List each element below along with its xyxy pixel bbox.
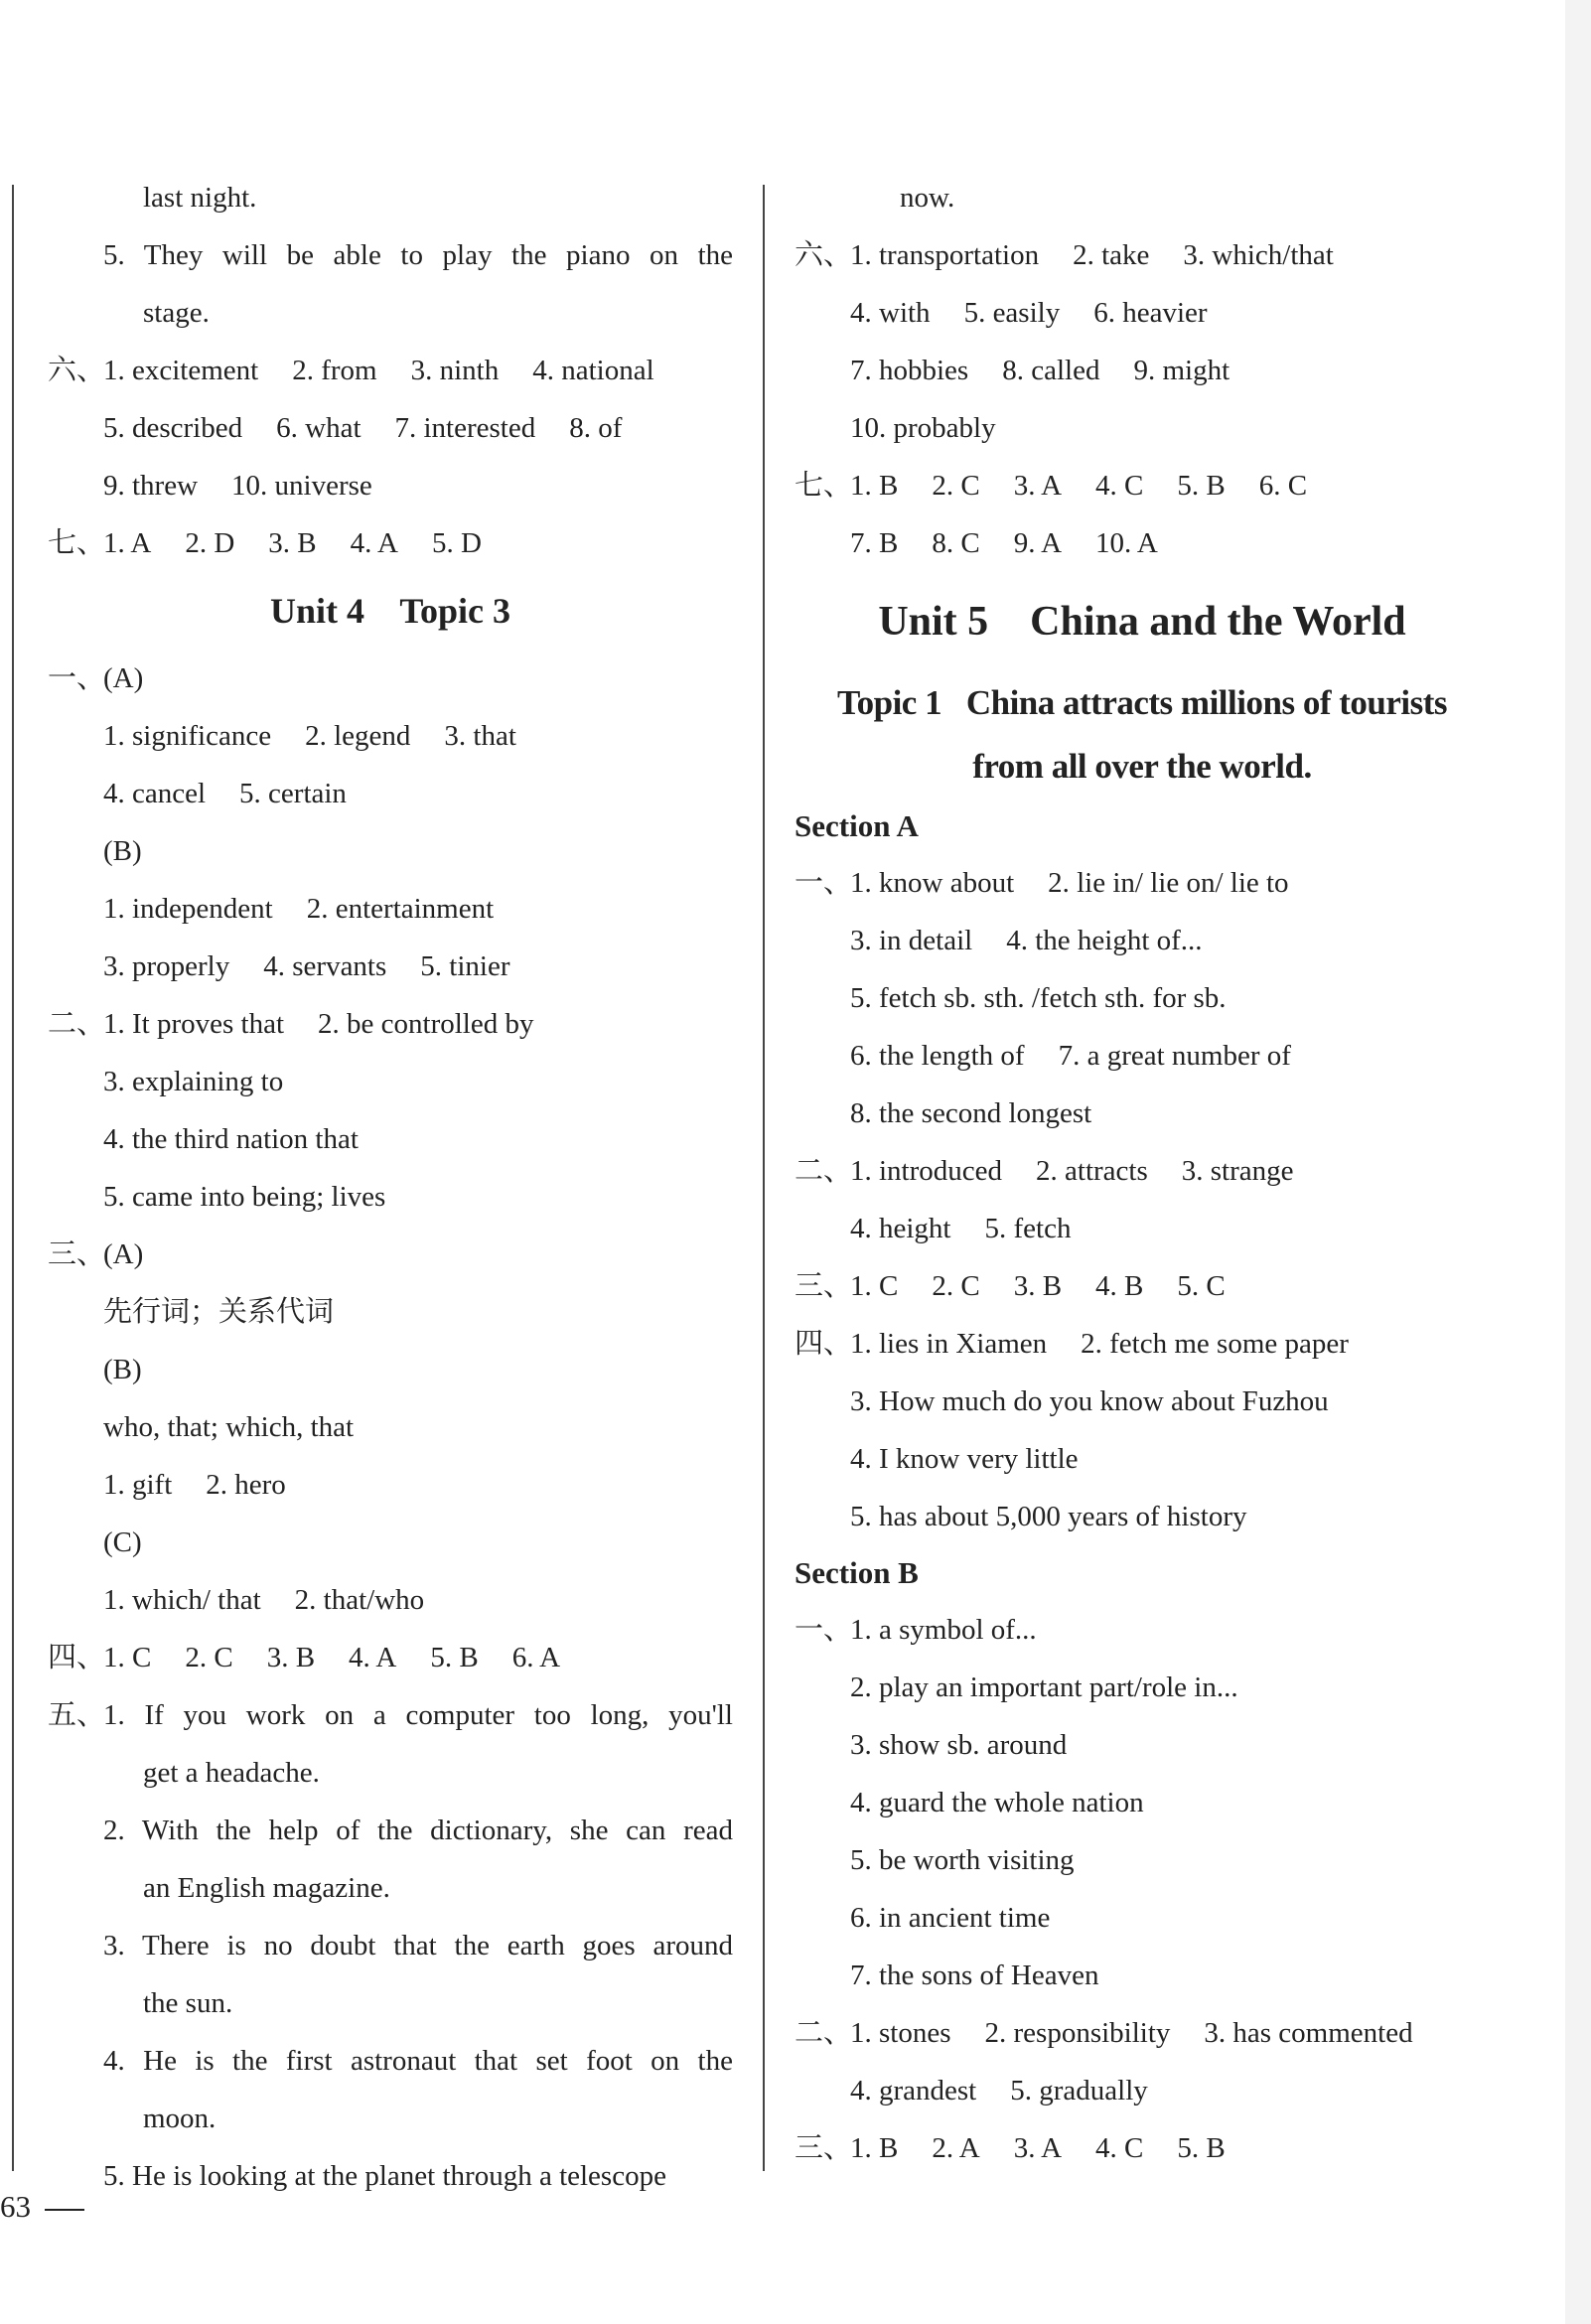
subsection-label: (C) (103, 1526, 142, 1558)
answer-line: 1. gift 2. hero (103, 1469, 286, 1501)
answer-line: 9. threw 10. universe (103, 470, 372, 502)
topic-1-heading: Topic 1 China attracts millions of tourists (836, 683, 1447, 722)
answer-line: 6. in ancient time (850, 1902, 1051, 1934)
answer-line: 7. hobbies 8. called 9. might (850, 355, 1230, 386)
answer-line: 5. came into being; lives (103, 1181, 386, 1213)
section-7-line: 七、1. B 2. C 3. A 4. C 5. B 6. C (795, 457, 1490, 514)
answer-line: 5. has about 5,000 years of history (850, 1501, 1247, 1532)
answer-line: 1. independent 2. entertainment (103, 893, 495, 925)
answer-line: 5. described 6. what 7. interested 8. of (103, 412, 623, 444)
left-margin-rule (12, 185, 14, 2171)
answer-line: an English magazine. (143, 1872, 390, 1904)
answer-line: 5. He is looking at the planet through a telescope (103, 2160, 666, 2192)
section-mark: 六、 (795, 239, 853, 271)
answer-line: moon. (143, 2103, 217, 2134)
section-mark: 六、 (48, 355, 106, 386)
section-mark: 一、 (795, 1614, 853, 1646)
section-a-heading: Section A (795, 808, 919, 843)
answer-line: 先行词；关系代词 (103, 1296, 335, 1328)
answer-line: 4. cancel 5. certain (103, 778, 347, 809)
answer-line: who, that; which, that (103, 1411, 355, 1443)
section-b-heading: Section B (795, 1555, 919, 1590)
answer-line: 8. the second longest (850, 1097, 1092, 1129)
answer-line: 3. properly 4. servants 5. tinier (103, 950, 510, 982)
section-1-line: 一、1. a symbol of... (795, 1601, 1490, 1659)
column-divider (763, 185, 765, 2171)
right-column (795, 169, 1490, 2177)
answer-line: 4. grandest 5. gradually (850, 2075, 1148, 2106)
subsection-label: (B) (103, 1354, 142, 1385)
section-3-line: 三、1. C 2. C 3. B 4. B 5. C (795, 1257, 1490, 1315)
answer-line: 4. guard the whole nation (850, 1787, 1144, 1818)
section-mark: 四、 (795, 1328, 853, 1360)
section-3-line: 三、1. B 2. A 3. A 4. C 5. B (795, 2119, 1490, 2177)
answer-line: 3. in detail 4. the height of... (850, 925, 1203, 956)
answer-line: 2. play an important part/role in... (850, 1671, 1238, 1703)
subsection-label: (B) (103, 835, 142, 867)
section-1-line: 一、(A) (48, 650, 733, 707)
section-mark: 一、 (48, 662, 106, 694)
answer-line: 4. height 5. fetch (850, 1213, 1072, 1244)
answer-line: 3. There is no doubt that the earth goes around (103, 1930, 733, 1961)
section-7-line: 七、1. A 2. D 3. B 4. A 5. D (48, 514, 733, 572)
section-mark: 七、 (48, 527, 106, 559)
section-mark: 一、 (795, 867, 853, 899)
answer-line: 6. the length of 7. a great number of (850, 1040, 1291, 1072)
section-4-line: 四、1. C 2. C 3. B 4. A 5. B 6. A (48, 1629, 733, 1686)
section-1-line: 一、1. know about 2. lie in/ lie on/ lie to (795, 854, 1490, 912)
topic-1-heading-cont: from all over the world. (972, 747, 1312, 786)
section-mark: 三、 (795, 2132, 853, 2164)
answer-line: 3. How much do you know about Fuzhou (850, 1385, 1329, 1417)
section-3-line: 三、(A) (48, 1226, 733, 1283)
unit-5-heading: Unit 5 China and the World (878, 599, 1406, 645)
answer-line: 7. B 8. C 9. A 10. A (850, 527, 1158, 559)
section-mark: 二、 (795, 1155, 853, 1187)
section-mark: 二、 (48, 1008, 106, 1040)
answer-line: 1. which/ that 2. that/who (103, 1584, 425, 1616)
section-mark: 五、 (48, 1699, 106, 1731)
answer-line: 10. probably (850, 412, 996, 444)
answer-line: last night. (143, 182, 257, 214)
answer-line: 4. I know very little (850, 1443, 1079, 1475)
answer-line: 2. With the help of the dictionary, she can read (103, 1815, 733, 1846)
section-2-line: 二、1. It proves that 2. be controlled by (48, 995, 733, 1053)
section-mark: 三、 (48, 1238, 106, 1270)
section-2-line: 二、1. introduced 2. attracts 3. strange (795, 1142, 1490, 1200)
answer-line: now. (900, 182, 955, 214)
section-mark: 四、 (48, 1642, 106, 1673)
answer-line: 7. the sons of Heaven (850, 1960, 1099, 1991)
section-mark: 七、 (795, 470, 853, 502)
answer-line: stage. (143, 297, 210, 329)
section-4-line: 四、1. lies in Xiamen 2. fetch me some paper (795, 1315, 1490, 1373)
answer-line: 4. the third nation that (103, 1123, 359, 1155)
answer-line: get a headache. (143, 1757, 320, 1789)
page-edge-shadow (1565, 0, 1591, 2324)
answer-line: 5. They will be able to play the piano on the (103, 239, 733, 271)
answer-line: 3. show sb. around (850, 1729, 1068, 1761)
section-mark: 三、 (795, 1270, 853, 1302)
footer-dash (45, 2209, 84, 2211)
section-6-line: 六、1. transportation 2. take 3. which/that (795, 226, 1490, 284)
answer-line: 1. significance 2. legend 3. that (103, 720, 516, 752)
section-mark: 二、 (795, 2017, 853, 2049)
section-6-line: 六、1. excitement 2. from 3. ninth 4. national (48, 342, 733, 399)
answer-line: 4. with 5. easily 6. heavier (850, 297, 1208, 329)
answer-line: 3. explaining to (103, 1066, 284, 1097)
answer-line: 4. He is the first astronaut that set foot on the (103, 2045, 733, 2077)
unit-4-topic-3-heading: Unit 4 Topic 3 (269, 591, 511, 631)
page-footer (0, 2189, 84, 2225)
answer-line: the sun. (143, 1987, 233, 2019)
answer-line: 5. fetch sb. sth. /fetch sth. for sb. (850, 982, 1227, 1014)
page-number: 63 (0, 2189, 31, 2224)
section-2-line: 二、1. stones 2. responsibility 3. has commented (795, 2004, 1490, 2062)
section-5-line: 五、1. If you work on a computer too long, you'll (48, 1686, 733, 1744)
left-column (48, 169, 733, 2205)
answer-line: 5. be worth visiting (850, 1844, 1075, 1876)
